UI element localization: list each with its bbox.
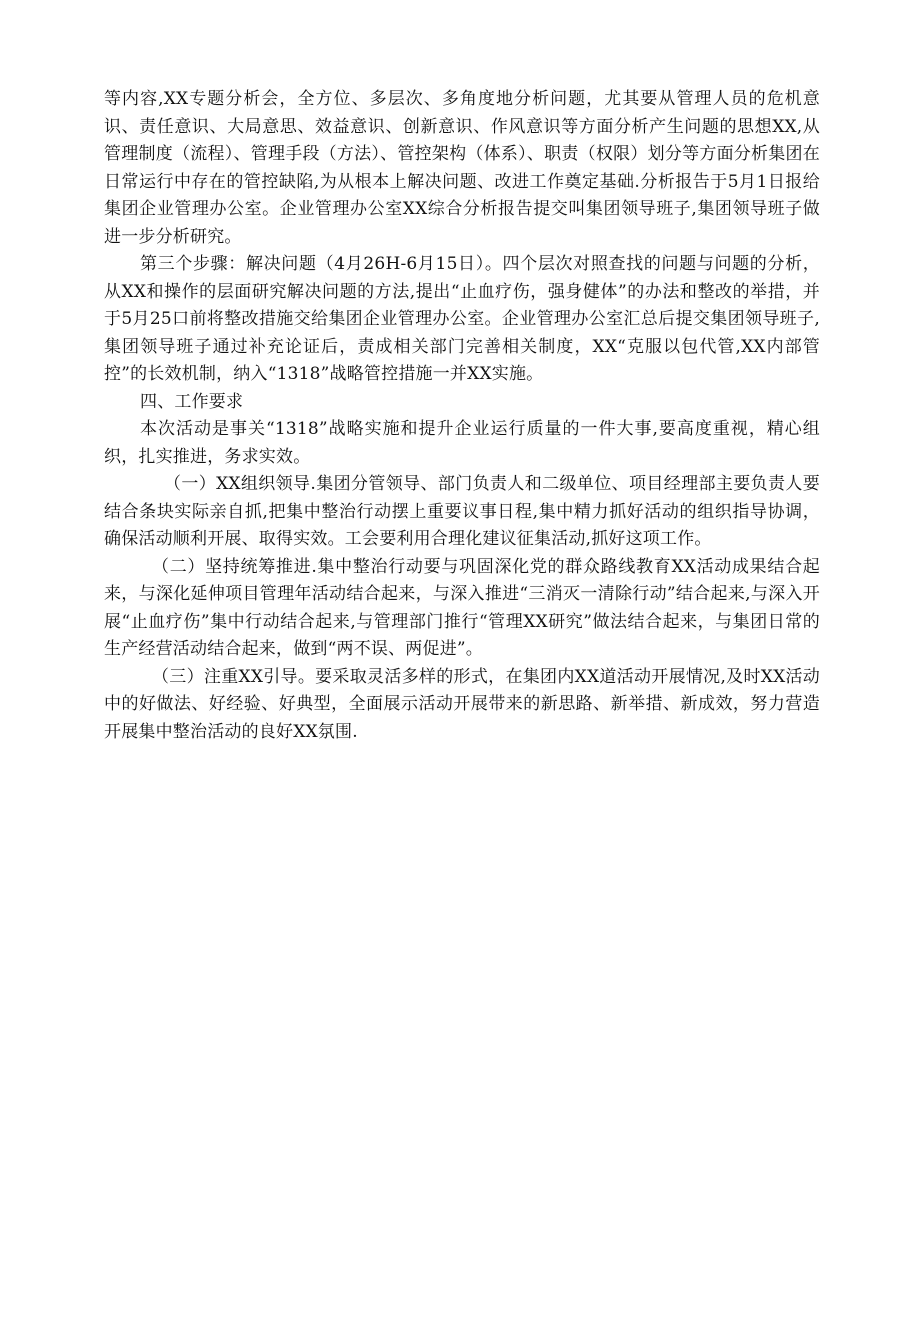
paragraph-requirement-three: （三）注重XX引导。要采取灵活多样的形式，在集团内XX道活动开展情况,及时XX活动中的好做法、好经验、好典型，全面展示活动开展带来的新思路、新举措、新成效，努力营造开展集中整治活动的良好XX氛围. xyxy=(104,666,820,742)
paragraph-step-three: 第三个步骤：解决问题（4月26H-6月15日）。四个层次对照查找的问题与问题的分析，从XX和操作的层面研究解决问题的方法,提出“止血疗伤，强身健体”的办法和整改的举措，并于5月25口前将整改措施交给集团企业管理办公室。企业管理办公室汇总后提交集团领导班子,集团领导班子通过补充论证后，责成相关部门完善相关制度，XX“克服以包代管,XX内部管控”的长效机制，纳入“1318”战略管控措施一并XX实施。 xyxy=(104,254,820,384)
section-heading-work-requirements: 四、工作要求 xyxy=(140,391,244,412)
paragraph-requirement-two: （二）坚持统筹推进.集中整治行动要与巩固深化党的群众路线教育XX活动成果结合起来，与深化延伸项目管理年活动结合起来，与深入推进“三消灭一清除行动”结合起来,与深入开展“止血疗伤”集中行动结合起来,与管理部门推行“管理XX研究”做法结合起来，与集团日常的生产经营活动结合起来，做到“两不误、两促进”。 xyxy=(104,556,820,659)
paragraph-analysis-continuation: 等内容,XX专题分析会，全方位、多层次、多角度地分析问题，尤其要从管理人员的危机意识、责任意识、大局意思、效益意识、创新意识、作风意识等方面分析产生问题的思想XX,从管理制度（流程）、管理手段（方法）、管控架构（体系）、职责（权限）划分等方面分析集团在日常运行中存在的管控缺陷,为从根本上解决问题、改进工作奠定基础.分析报告于5月1日报给集团企业管理办公室。企业管理办公室XX综合分析报告提交叫集团领导班子,集团领导班子做进一步分析研究。 xyxy=(104,89,820,247)
paragraph-activity-importance: 本次活动是事关“1318”战略实施和提升企业运行质量的一件大事,要高度重视，精心组织，扎实推进，务求实效。 xyxy=(104,419,820,467)
paragraph-requirement-one: （一）XX组织领导.集团分管领导、部门负责人和二级单位、项目经理部主要负责人要结合条块实际亲自抓,把集中整治行动摆上重要议事日程,集中精力抓好活动的组织指导协调，确保活动顺利开展、取得实效。工会要利用合理化建议征集活动,抓好这项工作。 xyxy=(104,474,820,549)
document-body xyxy=(104,86,820,746)
